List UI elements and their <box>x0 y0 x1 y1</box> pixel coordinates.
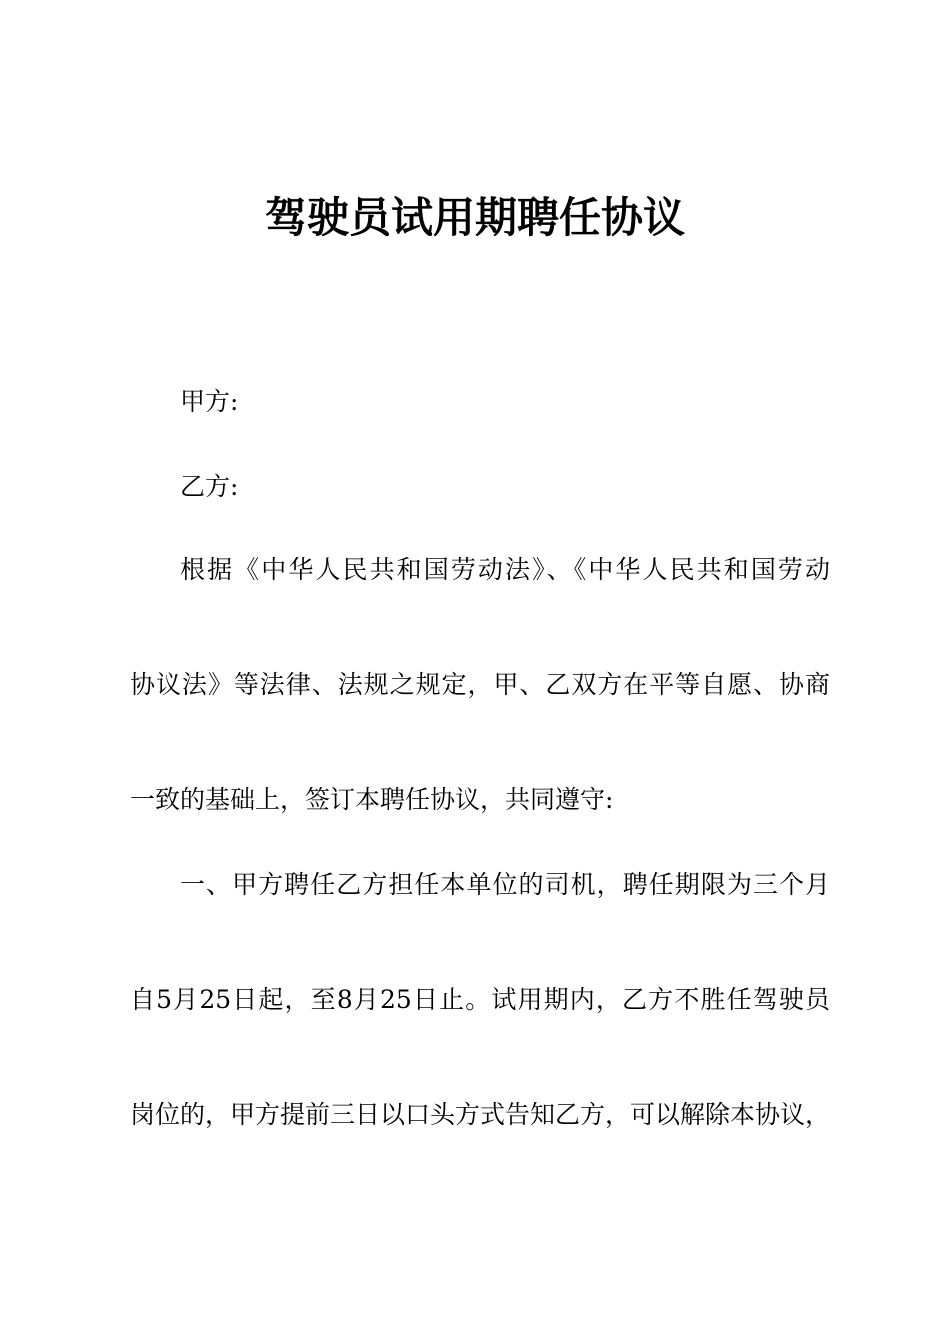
document-title: 驾驶员试用期聘任协议 <box>264 193 685 242</box>
paragraph-line: 协议法》等法律、法规之规定，甲、乙双方在平等自愿、协商 <box>130 670 830 699</box>
paragraph-line: 根据《中华人民共和国劳动法》、《中华人民共和国劳动 <box>180 555 830 584</box>
paragraph-line: 岗位的，甲方提前三日以口头方式告知乙方，可以解除本协议， <box>130 1100 831 1129</box>
party-a-label: 甲方: <box>180 387 239 416</box>
paragraph-line: 自5月25日起，至8月25日止。试用期内，乙方不胜任驾驶员 <box>130 985 830 1014</box>
paragraph-line: 一、甲方聘任乙方担任本单位的司机，聘任期限为三个月 <box>180 870 830 899</box>
party-b-label: 乙方: <box>180 472 239 501</box>
paragraph-line: 一致的基础上，签订本聘任协议，共同遵守: <box>130 785 614 814</box>
